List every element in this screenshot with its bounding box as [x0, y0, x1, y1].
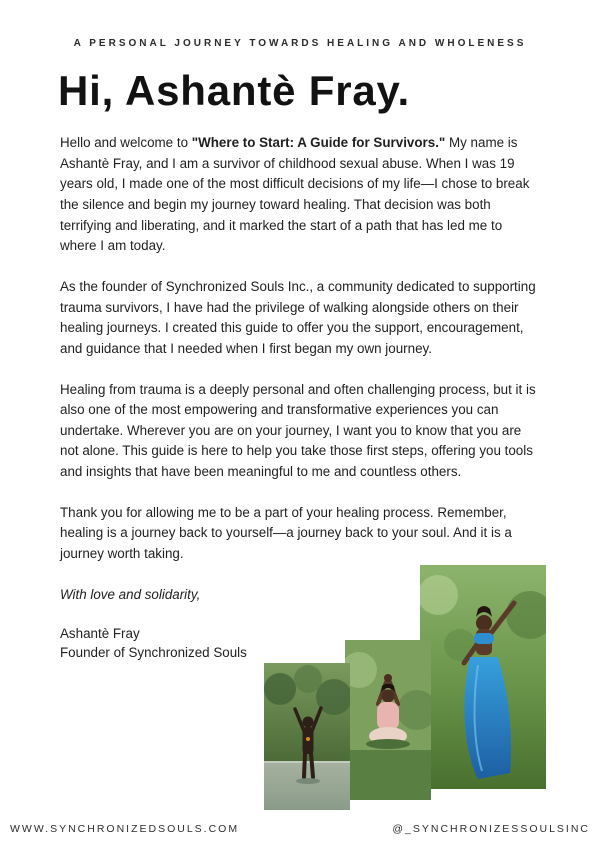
eyebrow-tagline: A PERSONAL JOURNEY TOWARDS HEALING AND WHOLENESS: [73, 38, 527, 49]
footer-social-handle: @_SYNCHRONIZESSOULSINC: [392, 823, 590, 835]
signature-title: Founder of Synchronized Souls: [60, 645, 247, 661]
intro-paragraph: [60, 133, 542, 257]
meditation-pose-photo: [345, 640, 431, 800]
footer-website: WWW.SYNCHRONIZEDSOULS.COM: [10, 823, 240, 835]
paragraph-healing: Healing from trauma is a deeply personal and often challenging process, but it is also one of the most empowering and transformative experiences you can undertake. Wherever you are on your journey, I want you to know that you are not alone. This guide is here to help you take those first steps, offering you tools and insights that have been meaningful to me and countless others.: [60, 381, 536, 480]
paragraph-thanks: Thank you for allowing me to be a part of your healing process. Remember, healing is a journey back to yourself—a journey back to your soul. And it is a journey worth taking.: [60, 504, 512, 561]
page-title: Hi, Ashantè Fray.: [58, 67, 411, 114]
lake-arms-raised-photo: [264, 663, 350, 810]
intro-rest: My name is Ashantè Fray, and I am a survivor of childhood sexual abuse. When I was 19 years old, I made one of the most difficult decisions of my life—I chose to break the silence and begin my journey toward healing. That decision was both terrifying and liberating, and it marked the start of a path that has led me to where I am today.: [60, 135, 530, 254]
signature-block: [60, 625, 542, 663]
lake-arms-raised-image: [264, 663, 350, 810]
signoff-line: With love and solidarity,: [60, 586, 201, 602]
intro-prefix: Hello and welcome to: [60, 135, 192, 151]
body-text: [60, 133, 542, 663]
guide-title-bold: "Where to Start: A Guide for Survivors.": [191, 135, 446, 151]
meditation-pose-image: [345, 640, 431, 800]
footer: [10, 823, 590, 835]
signature-name: Ashantè Fray: [60, 626, 140, 642]
paragraph-founder: As the founder of Synchronized Souls Inc., a community dedicated to supporting trauma survivors, I have had the privilege of walking alongside others on their healing journeys. I created this guide to offer you the support, encouragement, and guidance that I needed when I first began my own journey.: [60, 278, 536, 356]
